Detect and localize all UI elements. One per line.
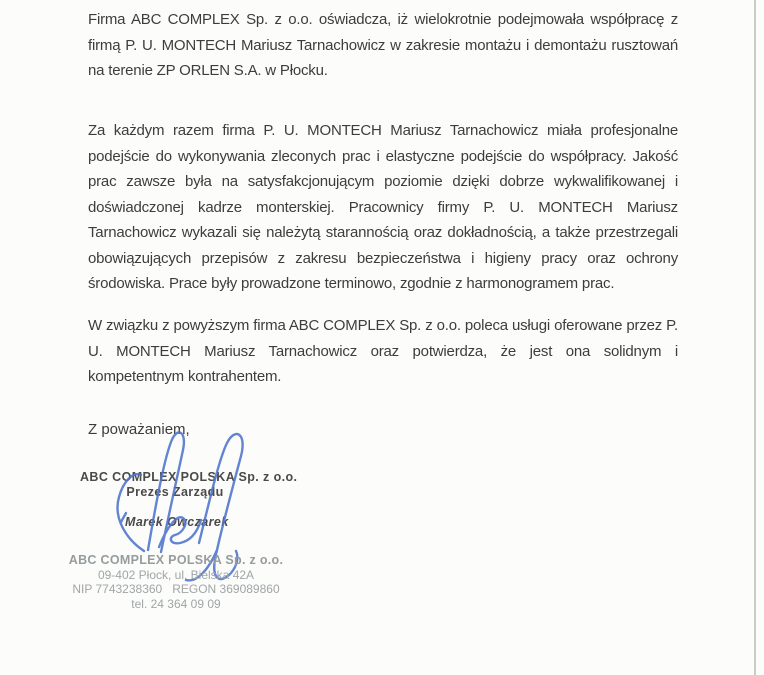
stamp-nip: NIP 7743238360 — [72, 582, 163, 596]
scan-edge-line — [754, 0, 756, 675]
stamp-nip-regon-line — [66, 582, 286, 597]
closing-salutation: Z poważaniem, — [88, 421, 190, 438]
stamp-phone: tel. 24 364 09 09 — [131, 596, 221, 611]
stamp-regon: REGON 369089860 — [172, 582, 280, 596]
stamp-company-name: ABC COMPLEX POLSKA Sp. z o.o. — [68, 553, 284, 567]
stamp-address-line: 09-402 Płock, ul. Bielska 42A — [97, 567, 255, 582]
signer-title: Prezes Zarządu — [126, 485, 224, 499]
signer-name: Marek Owczarek — [125, 515, 229, 529]
paragraph-recommendation: W związku z powyższym firma ABC COMPLEX Sp. z o.o. poleca usługi oferowane przez P. U. MONTECH Mariusz Tarnachowicz oraz potwierdza, że jest ona solidnym i kompetentnym kontrahentem. — [88, 317, 678, 385]
paragraph-cooperation-statement: Firma ABC COMPLEX Sp. z o.o. oświadcza, iż wielokrotnie podejmowała współpracę z firmą P. U. MONTECH Mariusz Tarnachowicz w zakresie montażu i demontażu rusztowań na terenie ZP ORLEN S.A. w Płocku. — [88, 11, 678, 79]
paragraph-quality-description: Za każdym razem firma P. U. MONTECH Mariusz Tarnachowicz miała profesjonalne podejście do wykonywania zleconych prac i elastyczne podejście do współpracy. Jakość prac zawsze była na satysfakcjonującym poziomie dzięki dobrze wykwalifikowanej i doświadczonej kadrze monterskiej. Pracownicy firmy P. U. MONTECH Mariusz Tarnachowicz wykazali się należytą starannością oraz dokładnością, a także przestrzegali obowiązujących przepisów z zakresu bezpieczeństwa i higieny pracy oraz ochrony środowiska. Prace były prowadzone terminowo, zgodnie z harmonogramem prac. — [88, 122, 678, 292]
company-address-stamp — [66, 553, 286, 611]
signer-company-stamp: ABC COMPLEX POLSKA Sp. z o.o. — [80, 470, 298, 484]
